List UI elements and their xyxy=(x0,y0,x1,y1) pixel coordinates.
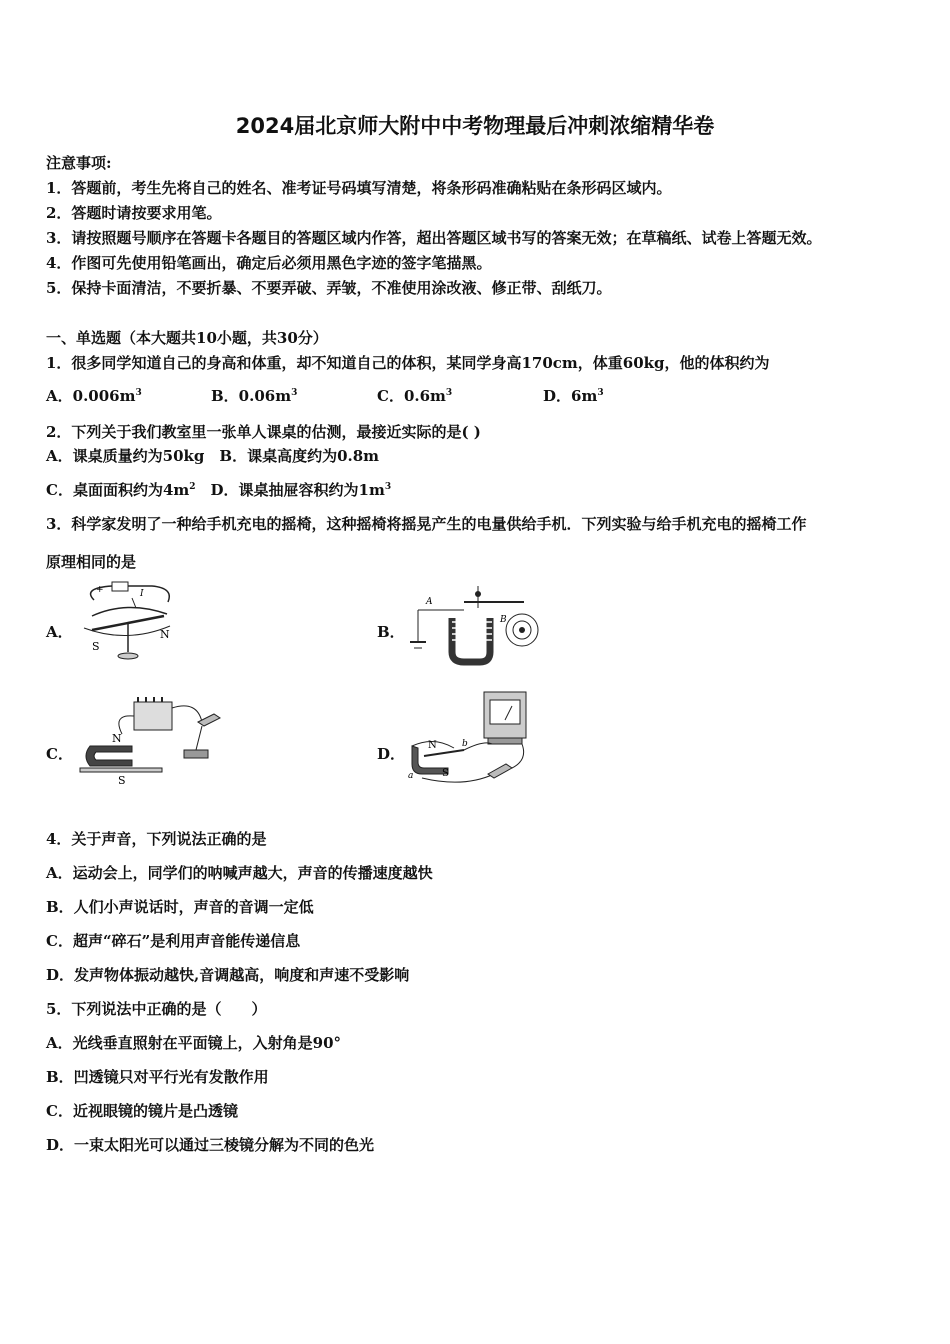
q4-option-d: D．发声物体振动越快,音调越高，响度和声速不受影响 xyxy=(46,966,410,984)
q3-stem-cont: 原理相同的是 xyxy=(46,553,137,571)
q3-option-d-label: D． xyxy=(377,745,406,763)
current-label: I xyxy=(140,589,144,599)
q5-option-b: B．凹透镜只对平行光有发散作用 xyxy=(46,1068,269,1086)
s-pole-label: S xyxy=(92,640,100,653)
q4-stem: 4．关于声音，下列说法正确的是 xyxy=(46,830,267,848)
q3-figure-c xyxy=(72,694,232,788)
n-pole-label: N xyxy=(160,628,170,641)
q5-option-c: C．近视眼镜的镜片是凸透镜 xyxy=(46,1102,238,1120)
q3-figure-b xyxy=(404,582,544,668)
q3-figure-d xyxy=(404,690,534,790)
q3-option-c-label: C． xyxy=(46,745,73,763)
q5-stem: 5．下列说法中正确的是（ ） xyxy=(46,1000,267,1018)
section-heading: 一、单选题（本大题共10小题，共30分） xyxy=(46,329,328,347)
q2-options-ab: A．课桌质量约为50kg B．课桌高度约为0.8m xyxy=(46,447,380,465)
q1-stem: 1．很多同学知道自己的身高和体重，却不知道自己的体积，某同学身高170cm，体重60kg，他的体积约为 xyxy=(46,354,770,372)
q2-stem: 2．下列关于我们教室里一张单人课桌的估测，最接近实际的是( ) xyxy=(46,423,481,441)
notice-item: 5．保持卡面清洁，不要折暴、不要弄破、弄皱，不准使用涂改液、修正带、刮纸刀。 xyxy=(46,279,612,297)
s-pole-label: S xyxy=(118,774,126,787)
page-title: 2024届北京师大附中中考物理最后冲刺浓缩精华卷 xyxy=(235,114,715,138)
n-pole-label: N xyxy=(112,732,122,745)
q1-option-d: D．$6m^3$ xyxy=(543,387,604,405)
notice-item: 4．作图可先使用铅笔画出，确定后必须用黑色字迹的签字笔描黑。 xyxy=(46,254,492,272)
notice-item: 3．请按照题号顺序在答题卡各题目的答题区域内作答，超出答题区域书写的答案无效；在草稿纸、试卷上答题无效。 xyxy=(46,229,822,247)
q2-options-cd: C．桌面面积约为$4m^2$ D．课桌抽屉容积约为$1m^3$ xyxy=(46,481,392,499)
q1-option-c: C．$0.6m^3$ xyxy=(377,387,453,405)
notice-item: 1．答题前，考生先将自己的姓名、准考证号码填写清楚，将条形码准确粘贴在条形码区域内。 xyxy=(46,179,672,197)
point-a-label: A xyxy=(426,597,433,607)
q3-stem: 3．科学家发明了一种给手机充电的摇椅，这种摇椅将摇晃产生的电量供给手机．下列实验与给手机充电的摇椅工作 xyxy=(46,515,807,533)
q5-option-a: A．光线垂直照射在平面镜上，入射角是90° xyxy=(46,1034,342,1052)
q3-option-a-label: A． xyxy=(46,623,73,641)
q1-option-b: B．$0.06m^3$ xyxy=(211,387,298,405)
s-pole-label: S xyxy=(442,768,449,779)
point-b-label: B xyxy=(500,615,507,625)
notice-heading: 注意事项: xyxy=(46,154,112,172)
q3-option-b-label: B． xyxy=(377,623,405,641)
point-b-label: b xyxy=(462,739,468,749)
point-a-label: a xyxy=(408,771,414,781)
notice-item: 2．答题时请按要求用笔。 xyxy=(46,204,222,222)
plus-sign: + xyxy=(96,585,104,595)
q5-option-d: D．一束太阳光可以通过三棱镜分解为不同的色光 xyxy=(46,1136,375,1154)
q4-option-c: C．超声“碎石”是利用声音能传递信息 xyxy=(46,932,301,950)
q1-option-a: A．$0.006m^3$ xyxy=(46,387,142,405)
q4-option-b: B．人们小声说话时，声音的音调一定低 xyxy=(46,898,314,916)
q3-figure-a xyxy=(72,578,182,664)
q4-option-a: A．运动会上，同学们的呐喊声越大，声音的传播速度越快 xyxy=(46,864,433,882)
n-pole-label: N xyxy=(428,740,437,751)
